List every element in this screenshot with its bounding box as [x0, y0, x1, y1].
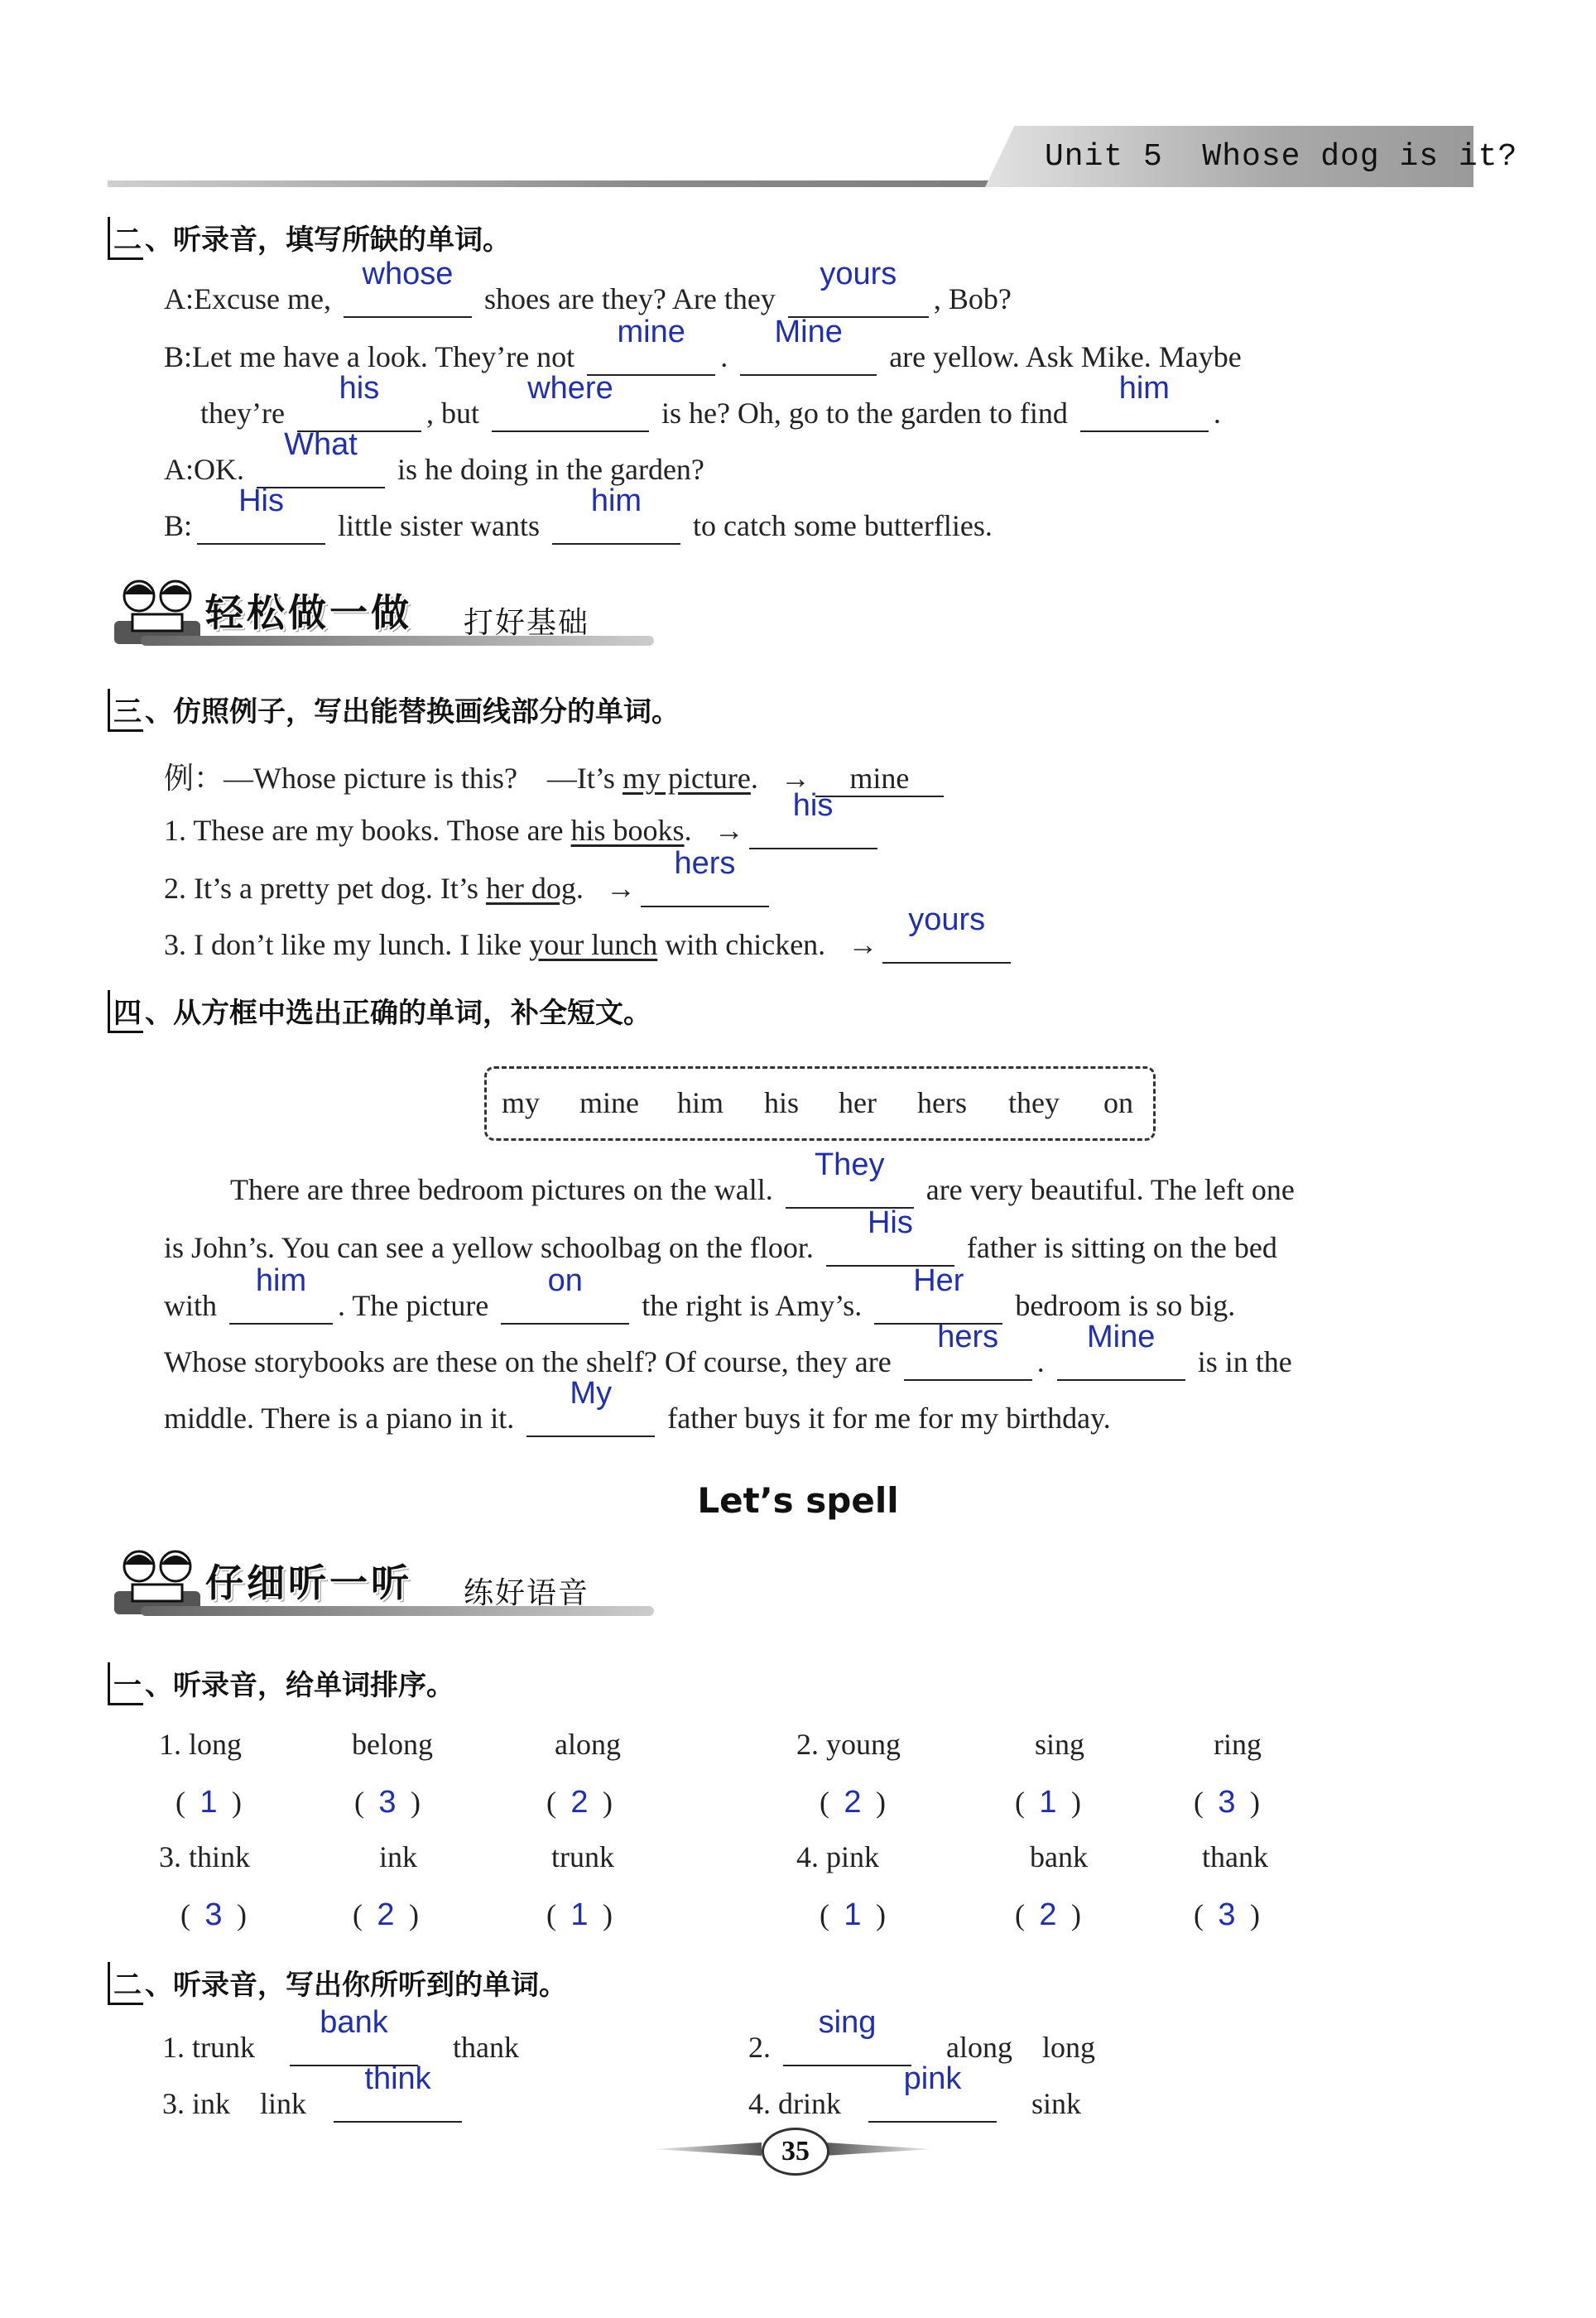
word-bank-item: hers: [917, 1086, 967, 1119]
page-wing-right: [824, 2142, 932, 2156]
banner-subtitle: 打好基础: [464, 606, 590, 640]
question-text: 1. trunk: [162, 2031, 255, 2064]
banner-subtitle: 练好语音: [464, 1576, 590, 1610]
answer-text: My: [570, 1376, 613, 1411]
order-number: 3: [1218, 1785, 1236, 1820]
example-text: —It’s: [546, 762, 615, 795]
passage-text: .: [1036, 1345, 1045, 1378]
order-word: along: [555, 1728, 621, 1761]
order-answer[interactable]: ( 2 ): [546, 1785, 613, 1820]
order-word: bank: [1030, 1840, 1088, 1873]
answer-blank[interactable]: [229, 1263, 333, 1325]
answer-text: mine: [617, 315, 685, 349]
word-bank-box: [484, 1066, 1156, 1141]
question-text: with chicken.: [665, 928, 826, 961]
order-number: 2: [570, 1785, 589, 1820]
order-number: 3: [1218, 1897, 1236, 1932]
order-answer[interactable]: ( 2 ): [1015, 1897, 1081, 1932]
order-word: ring: [1214, 1728, 1262, 1761]
dialog-text: A:OK.: [164, 453, 244, 486]
answer-text: yours: [820, 257, 897, 291]
order-number: 2: [844, 1785, 862, 1820]
dialog-text: A:Excuse me,: [164, 282, 331, 315]
page-wing-left: [654, 2142, 762, 2156]
passage-text: Whose storybooks are these on the shelf? Of course, they are: [164, 1345, 892, 1378]
passage-line-5: [164, 1376, 1111, 1437]
answer-text: him: [1118, 371, 1170, 406]
answer-blank[interactable]: [1057, 1320, 1185, 1381]
dialog-line-1: [164, 257, 1012, 318]
answer-text: Mine: [774, 315, 843, 349]
order-word: 1. long: [159, 1728, 243, 1761]
listening-banner: [108, 1541, 654, 1624]
question-text: 2.: [748, 2031, 771, 2064]
order-answer[interactable]: ( 1 ): [546, 1897, 613, 1932]
dialog-text: is he doing in the garden?: [397, 453, 704, 486]
passage-text: the right is Amy’s.: [642, 1289, 863, 1322]
section-2b-title: [108, 1962, 567, 2005]
dialog-text: is he? Oh, go to the garden to find: [661, 397, 1068, 430]
answer-blank[interactable]: [641, 846, 769, 907]
answer-blank[interactable]: [904, 1320, 1032, 1381]
passage-text: is in the: [1197, 1345, 1292, 1378]
section-2b-number: 二: [108, 1962, 143, 2005]
answer-blank[interactable]: [740, 315, 877, 376]
answer-text: him: [255, 1263, 307, 1298]
section-1b-title: [108, 1662, 454, 1705]
unit-title: Unit 5 Whose dog is it?: [1045, 139, 1518, 175]
dialog-text: , but: [425, 397, 479, 430]
dialog-text: they’re: [200, 397, 285, 430]
answer-blank[interactable]: [492, 371, 649, 432]
underlined-phrase: my picture: [622, 762, 751, 795]
answer-text: His: [867, 1205, 913, 1240]
answer-text: think: [364, 2061, 431, 2096]
question-text: long: [1041, 2031, 1095, 2064]
answer-blank[interactable]: [552, 483, 680, 545]
dialog-text: .: [720, 340, 728, 373]
passage-line-4: [164, 1320, 1292, 1381]
order-answer[interactable]: ( 2 ): [353, 1897, 419, 1932]
order-answer[interactable]: ( 3 ): [180, 1897, 247, 1932]
order-number: 2: [1039, 1897, 1057, 1932]
underlined-phrase: her dog: [485, 872, 576, 905]
word-bank-item: his: [764, 1086, 800, 1119]
question-text: sink: [1031, 2087, 1082, 2120]
question-text: 4. drink: [748, 2087, 841, 2120]
banner-title: 仔细听一听: [205, 1561, 412, 1605]
page-number: 35: [762, 2128, 829, 2176]
answer-text: bank: [320, 2005, 388, 2040]
order-word: belong: [352, 1728, 433, 1761]
section-3-title: [108, 689, 680, 732]
dialog-text: little sister wants: [338, 509, 540, 542]
section-4-number: 四: [108, 990, 143, 1033]
arrow-icon: →: [605, 872, 636, 905]
word-bank-item: on: [1103, 1086, 1133, 1119]
passage-line-2: [164, 1205, 1277, 1267]
order-word: ink: [379, 1840, 418, 1873]
write-question-4: [748, 2061, 1082, 2123]
arrow-icon: →: [714, 814, 744, 847]
dialog-text: .: [1213, 397, 1221, 430]
underlined-phrase: his books: [570, 814, 685, 847]
example-text: .: [750, 762, 758, 795]
section-2b-text: 、听录音，写出你所听到的单词。: [145, 1969, 567, 2002]
order-number: 2: [377, 1897, 395, 1932]
word-bank-item: my: [502, 1086, 541, 1119]
answer-text: They: [814, 1147, 885, 1182]
order-number: 1: [844, 1897, 862, 1932]
answer-text: him: [590, 483, 642, 518]
answer-text: His: [238, 483, 284, 518]
answer-blank[interactable]: [826, 1205, 954, 1267]
order-answer[interactable]: ( 2 ): [820, 1785, 886, 1820]
dialog-line-5: [164, 483, 993, 545]
section-4-text: 、从方框中选出正确的单词，补全短文。: [145, 997, 651, 1030]
question-text: along: [946, 2031, 1012, 2064]
answer-text: where: [527, 371, 613, 406]
passage-text: are very beautiful. The left one: [925, 1173, 1295, 1206]
answer-blank[interactable]: [197, 483, 325, 545]
answer-text: hers: [674, 846, 736, 881]
section-3-number: 三: [108, 689, 143, 732]
order-answer[interactable]: ( 1 ): [1015, 1785, 1081, 1820]
question-text: link: [260, 2087, 307, 2120]
dialog-text: shoes are they? Are they: [483, 282, 776, 315]
section-2a-number: 二: [108, 217, 143, 260]
section-3-text: 、仿照例子，写出能替换画线部分的单词。: [145, 695, 680, 729]
dialog-text: B:Let me have a look. They’re not: [164, 340, 575, 373]
passage-text: is John’s. You can see a yellow schoolbag on the floor.: [164, 1231, 814, 1264]
answer-text: pink: [903, 2061, 962, 2096]
answer-text: hers: [937, 1320, 999, 1354]
question-text: 1. These are my books. Those are: [164, 814, 564, 847]
answer-blank[interactable]: [1080, 371, 1209, 432]
dialog-text: , Bob?: [933, 282, 1012, 315]
word-bank-item: her: [839, 1086, 877, 1119]
answer-text: Her: [913, 1263, 964, 1298]
order-number: 1: [570, 1897, 589, 1932]
arrow-icon: →: [780, 762, 810, 795]
answer-text: Mine: [1087, 1320, 1156, 1354]
answer-text: whose: [362, 257, 454, 291]
section-4-title: [108, 990, 651, 1033]
answer-blank[interactable]: [749, 788, 877, 849]
order-answer[interactable]: ( 1 ): [820, 1897, 886, 1932]
answer-text: yours: [908, 902, 986, 937]
order-word: thank: [1202, 1840, 1268, 1873]
section-1b-number: 一: [108, 1662, 143, 1705]
section-2a-title: [108, 217, 511, 260]
example-answer-text: mine: [849, 762, 910, 795]
dialog-text: to catch some butterflies.: [692, 509, 993, 542]
answer-blank[interactable]: [344, 257, 472, 318]
passage-text: with: [164, 1289, 218, 1322]
answer-text: on: [547, 1263, 583, 1298]
word-bank-item: mine: [579, 1086, 639, 1119]
question-text: .: [575, 872, 584, 905]
arrow-icon: →: [848, 928, 878, 961]
order-word: trunk: [551, 1840, 614, 1873]
order-number: 1: [200, 1785, 218, 1820]
underlined-phrase: your lunch: [529, 928, 658, 961]
passage-text: . The picture: [338, 1289, 489, 1322]
dialog-text: B:: [164, 509, 193, 542]
order-answer[interactable]: ( 3 ): [1194, 1897, 1260, 1932]
passage-text: There are three bedroom pictures on the wall.: [230, 1173, 773, 1206]
order-answer[interactable]: ( 3 ): [354, 1785, 421, 1820]
lets-spell-heading: Let’s spell: [697, 1480, 899, 1521]
question-3-1: [164, 788, 882, 849]
answer-text: his: [339, 371, 380, 406]
answer-blank[interactable]: [868, 2061, 997, 2123]
order-number: 3: [204, 1897, 223, 1932]
answer-blank[interactable]: [501, 1263, 629, 1325]
dialog-text: are yellow. Ask Mike. Maybe: [889, 340, 1242, 373]
answer-blank[interactable]: [334, 2061, 462, 2123]
banner-title: 轻松做一做: [205, 590, 412, 635]
answer-text: sing: [818, 2005, 877, 2040]
page-number-badge: [654, 2128, 927, 2177]
passage-text: middle. There is a piano in it.: [164, 1402, 515, 1435]
order-number: 1: [1039, 1785, 1057, 1820]
answer-text: What: [284, 427, 358, 462]
question-text: 3. ink: [162, 2087, 231, 2120]
question-3-2: [164, 846, 774, 907]
section-2a-text: 、听录音，填写所缺的单词。: [145, 224, 511, 257]
order-word: 4. pink: [796, 1840, 880, 1873]
passage-text: father is sitting on the bed: [966, 1231, 1277, 1264]
practice-banner: [108, 571, 654, 654]
answer-blank[interactable]: [788, 257, 929, 318]
passage-text: father buys it for me for my birthday.: [667, 1402, 1111, 1435]
word-bank-item: they: [1008, 1086, 1060, 1119]
answer-blank[interactable]: [882, 902, 1011, 964]
order-answer[interactable]: ( 3 ): [1194, 1785, 1260, 1820]
question-text: .: [684, 814, 692, 847]
order-word: 3. think: [159, 1840, 251, 1873]
write-question-3: [162, 2061, 467, 2123]
order-word: 2. young: [796, 1728, 901, 1761]
order-number: 3: [378, 1785, 397, 1820]
answer-blank[interactable]: [786, 1147, 914, 1209]
question-text: thank: [453, 2031, 519, 2064]
word-bank-item: him: [677, 1086, 724, 1119]
example-text: 例：—Whose picture is this?: [164, 762, 517, 795]
question-3-3: [164, 902, 1016, 964]
section-1b-text: 、听录音，给单词排序。: [145, 1669, 454, 1702]
question-text: 3. I don’t like my lunch. I like: [164, 928, 522, 961]
answer-text: his: [792, 788, 834, 823]
question-text: 2. It’s a pretty pet dog. It’s: [164, 872, 478, 905]
answer-blank[interactable]: [526, 1376, 655, 1437]
passage-line-1: [230, 1147, 1295, 1209]
order-word: sing: [1035, 1728, 1085, 1761]
order-answer[interactable]: ( 1 ): [175, 1785, 242, 1820]
passage-text: bedroom is so big.: [1015, 1289, 1236, 1322]
